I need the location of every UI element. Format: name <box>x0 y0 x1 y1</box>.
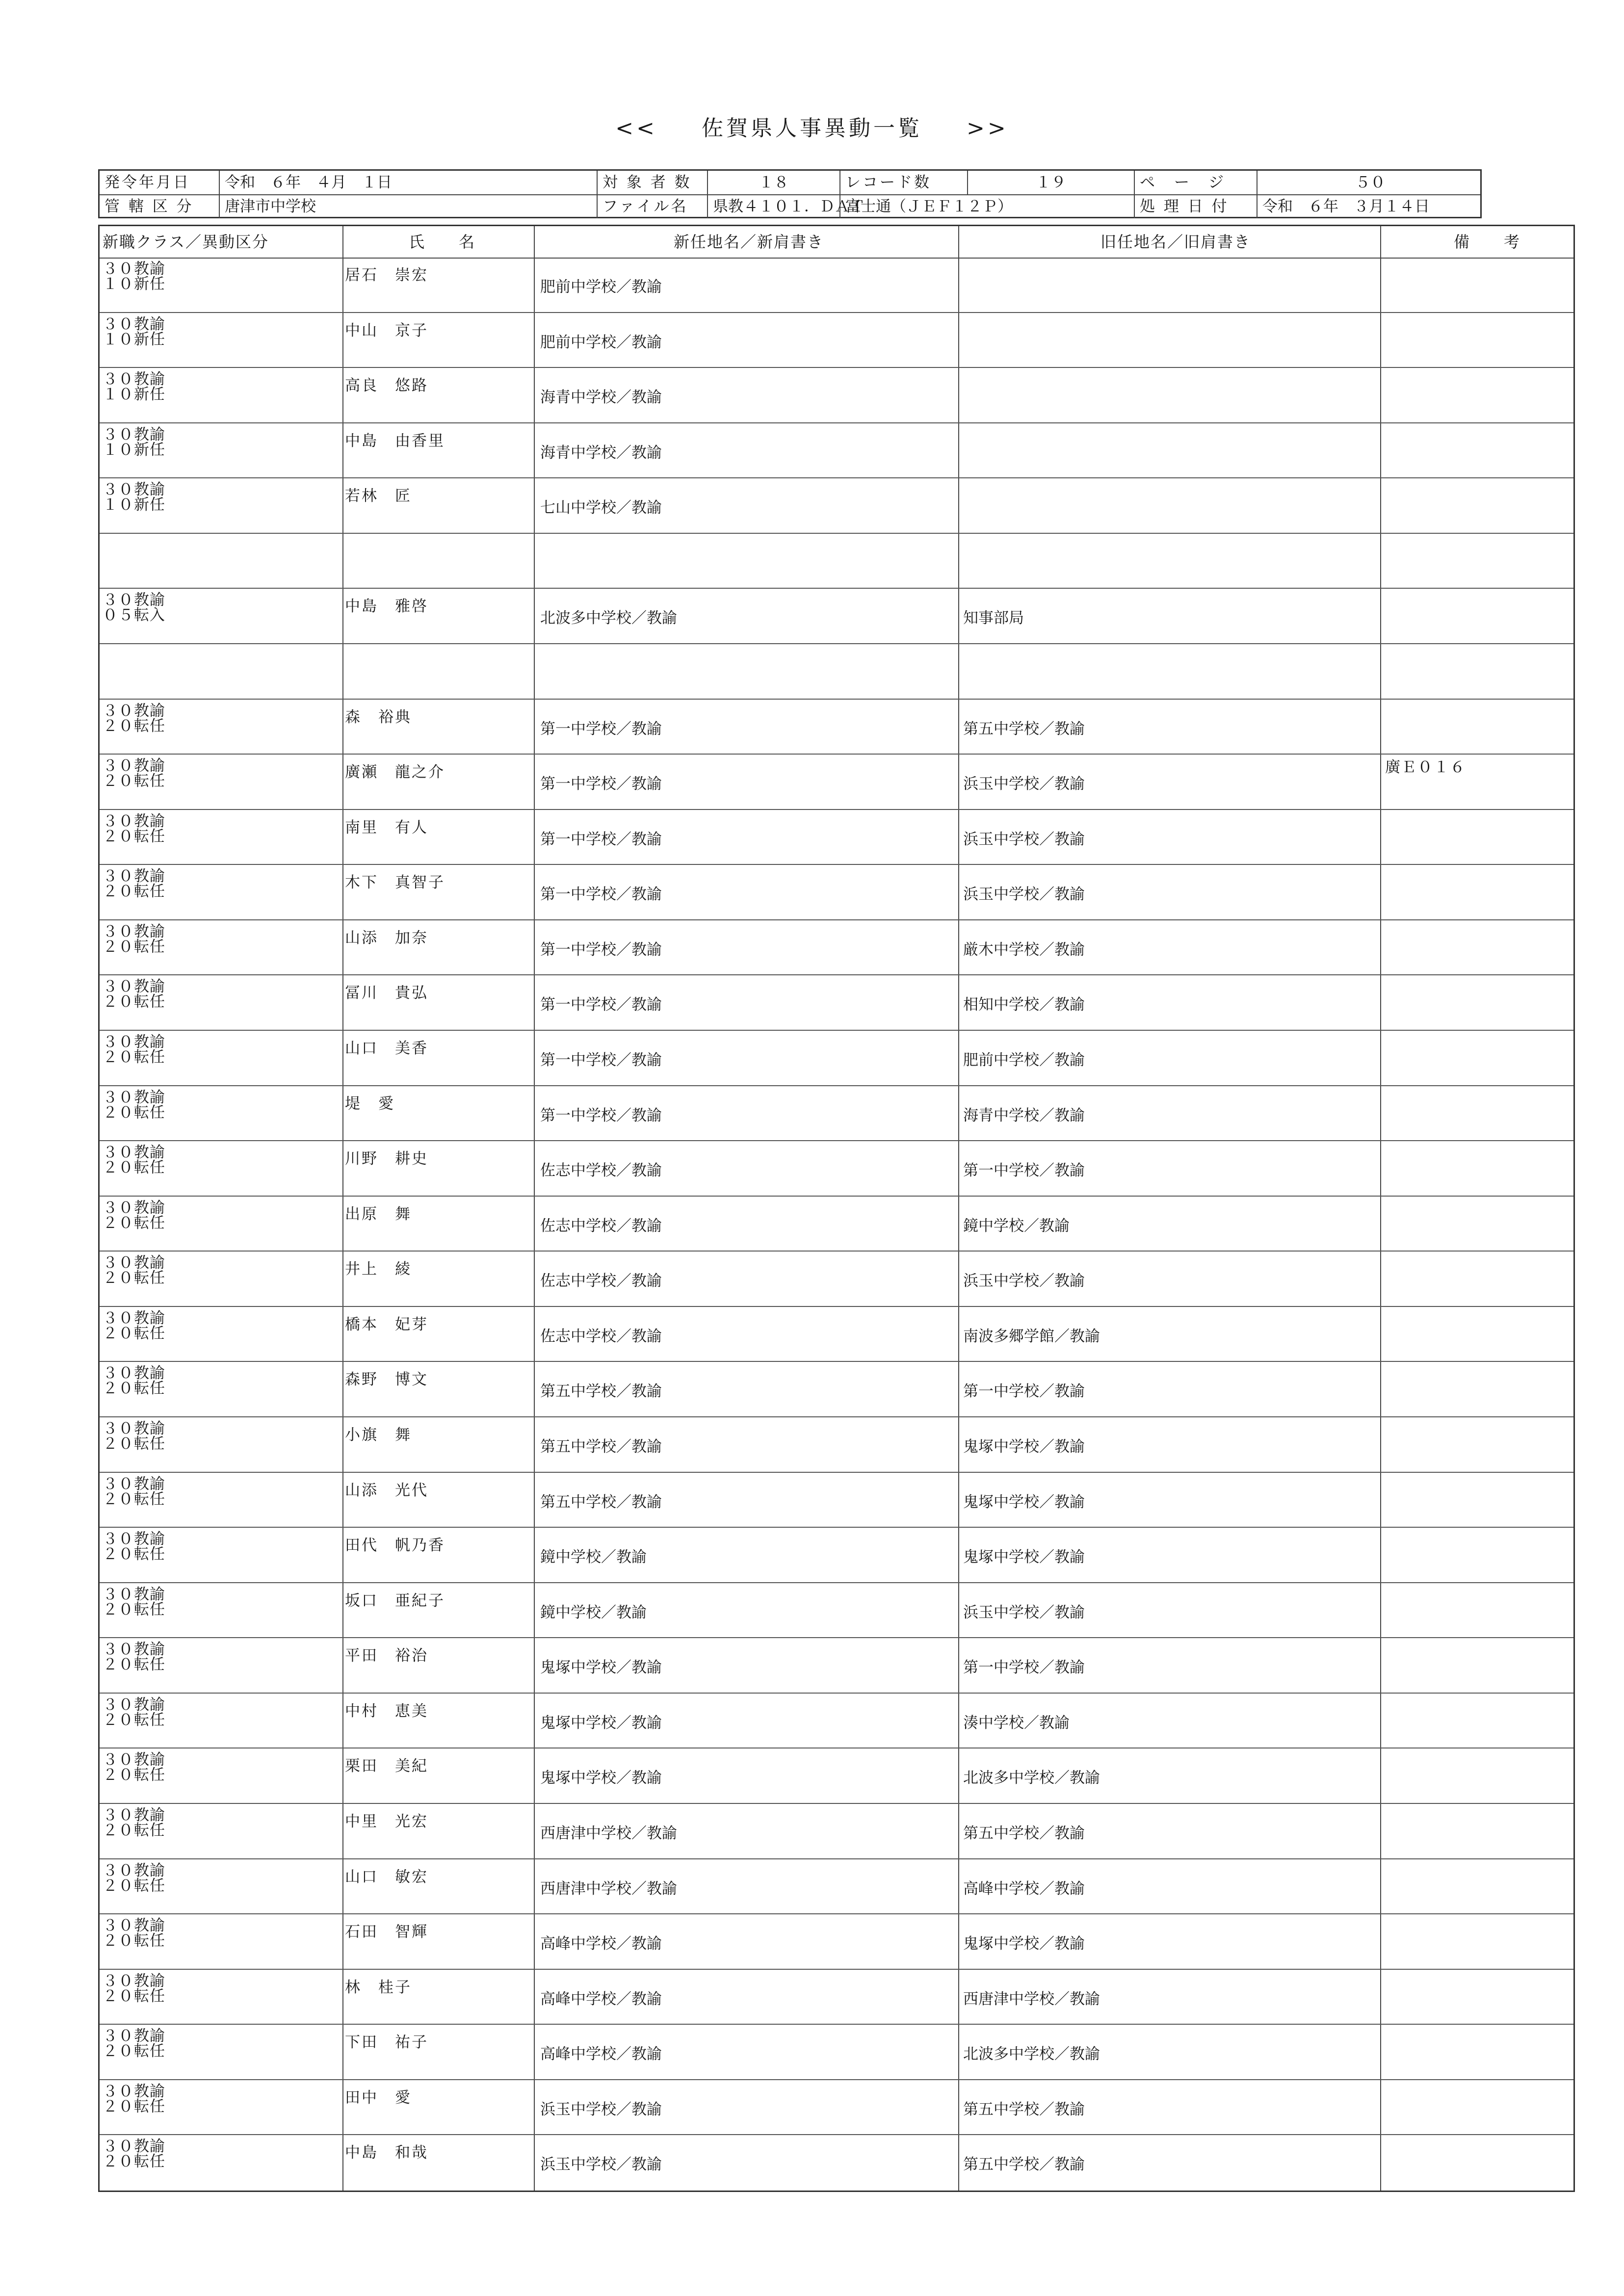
new-post: 第一中学校／教諭 <box>540 775 662 793</box>
class-cell <box>103 1808 165 1838</box>
person-name: 坂口 亜紀子 <box>345 1592 445 1610</box>
table-row <box>100 1086 1573 1142</box>
table-row <box>100 865 1573 920</box>
person-name: 廣瀬 龍之介 <box>345 763 445 782</box>
person-name: 山添 加奈 <box>345 929 428 947</box>
old-post: 第五中学校／教諭 <box>963 2100 1085 2118</box>
new-post: 佐志中学校／教諭 <box>540 1217 662 1235</box>
person-name: 居石 崇宏 <box>345 266 428 284</box>
column-header-new-post: 新任地名／新肩書き <box>674 233 824 251</box>
person-name: 森 裕典 <box>345 708 412 726</box>
page-value: ５０ <box>1355 174 1386 191</box>
transfer-type: ２０転任 <box>103 772 165 790</box>
transfer-type: ２０転任 <box>103 1103 165 1122</box>
class-cell <box>103 372 165 402</box>
position-class: ３０教諭 <box>103 1806 165 1824</box>
position-class: ３０教諭 <box>103 1309 165 1327</box>
position-class: ３０教諭 <box>103 1917 165 1935</box>
transfer-type: ２０転任 <box>103 1877 165 1895</box>
position-class: ３０教諭 <box>103 1144 165 1162</box>
transfer-table <box>98 225 1575 2192</box>
class-cell <box>103 869 165 899</box>
new-post: 高峰中学校／教諭 <box>540 1935 662 1953</box>
new-post: 肥前中学校／教諭 <box>540 333 662 351</box>
person-name: 高良 悠路 <box>345 377 428 395</box>
class-cell <box>103 1587 165 1618</box>
class-cell <box>103 1035 165 1065</box>
transfer-type: ２０転任 <box>103 1656 165 1674</box>
transfer-type: １０新任 <box>103 330 165 348</box>
transfer-type: ２０転任 <box>103 827 165 845</box>
position-class: ３０教諭 <box>103 867 165 886</box>
position-class: ３０教諭 <box>103 591 165 609</box>
old-post: 浜玉中学校／教諭 <box>963 886 1085 904</box>
class-cell <box>103 1974 165 2004</box>
person-name: 山口 敏宏 <box>345 1868 428 1886</box>
person-name: 山口 美香 <box>345 1040 428 1057</box>
class-cell <box>103 427 165 458</box>
transfer-type: ２０転任 <box>103 1159 165 1177</box>
transfer-type: １０新任 <box>103 386 165 404</box>
transfer-type: ２０転任 <box>103 1380 165 1398</box>
table-row <box>100 1638 1573 1694</box>
position-class: ３０教諭 <box>103 2138 165 2156</box>
transfer-type: ２０転任 <box>103 2153 165 2171</box>
position-class: ３０教諭 <box>103 1696 165 1714</box>
page-label: ペ ー ジ <box>1135 171 1257 194</box>
table-row <box>100 755 1573 810</box>
transfer-type: ２０転任 <box>103 1600 165 1618</box>
position-class: ３０教諭 <box>103 315 165 333</box>
position-class: ３０教諭 <box>103 260 165 278</box>
new-post: 肥前中学校／教諭 <box>540 278 662 296</box>
new-post: 海青中学校／教諭 <box>540 444 662 462</box>
table-row <box>100 1804 1573 1859</box>
class-cell <box>103 1477 165 1507</box>
transfer-type: １０新任 <box>103 441 165 459</box>
new-post: 北波多中学校／教諭 <box>540 609 677 627</box>
person-name: 中村 恵美 <box>345 1702 428 1720</box>
page-title <box>0 110 1624 142</box>
new-post: 鬼塚中学校／教諭 <box>540 1769 662 1787</box>
person-name: 田代 帆乃香 <box>345 1537 445 1555</box>
new-post: 鬼塚中学校／教諭 <box>540 1714 662 1732</box>
old-post: 西唐津中学校／教諭 <box>963 1990 1100 2008</box>
new-post: 鏡中学校／教諭 <box>540 1603 647 1621</box>
position-class: ３０教諭 <box>103 1585 165 1603</box>
record-count-label: レコード数 <box>840 171 968 194</box>
class-cell <box>103 317 165 347</box>
jurisdiction-label: 管 轄 区 分 <box>100 195 220 218</box>
new-post: 第一中学校／教諭 <box>540 996 662 1014</box>
position-class: ３０教諭 <box>103 425 165 444</box>
position-class: ３０教諭 <box>103 1972 165 1990</box>
new-post: 西唐津中学校／教諭 <box>540 1879 677 1898</box>
transfer-type: ２０転任 <box>103 1490 165 1508</box>
new-post: 鬼塚中学校／教諭 <box>540 1659 662 1677</box>
person-name: 井上 綾 <box>345 1260 412 1278</box>
position-class: ３０教諭 <box>103 2027 165 2045</box>
person-name: 小旗 舞 <box>345 1426 412 1444</box>
table-row <box>100 1748 1573 1804</box>
jurisdiction-value: 唐津市中学校 <box>220 195 598 218</box>
old-post: 第五中学校／教諭 <box>963 720 1085 738</box>
class-cell <box>103 1918 165 1949</box>
person-name: 川野 耕史 <box>345 1150 428 1168</box>
class-cell <box>103 593 165 623</box>
new-post: 佐志中学校／教諭 <box>540 1272 662 1290</box>
table-row <box>100 1914 1573 1970</box>
process-date-value: 令和 ６年 ３月１４日 <box>1262 198 1430 215</box>
position-class: ３０教諭 <box>103 812 165 830</box>
person-name: 木下 真智子 <box>345 874 445 892</box>
table-row <box>100 423 1573 479</box>
class-cell <box>103 1090 165 1121</box>
new-post: 浜玉中学校／教諭 <box>540 2156 662 2174</box>
person-name: 林 桂子 <box>345 1978 412 1996</box>
old-post: 北波多中学校／教諭 <box>963 2045 1100 2063</box>
table-row <box>100 1141 1573 1197</box>
old-post: 鬼塚中学校／教諭 <box>963 1935 1085 1953</box>
column-header-class: 新職クラス／異動区分 <box>103 233 269 251</box>
class-cell <box>103 1863 165 1894</box>
transfer-type: ２０転任 <box>103 883 165 901</box>
old-post: 知事部局 <box>963 609 1024 627</box>
position-class: ３０教諭 <box>103 2082 165 2100</box>
class-cell <box>103 1532 165 1562</box>
transfer-type: ２０転任 <box>103 1269 165 1287</box>
position-class: ３０教諭 <box>103 1641 165 1659</box>
class-cell <box>103 1642 165 1672</box>
person-name: 中島 和哉 <box>345 2144 428 2162</box>
header-row-1 <box>100 171 1480 195</box>
class-cell <box>103 979 165 1010</box>
table-row <box>100 1528 1573 1583</box>
position-class: ３０教諭 <box>103 1199 165 1217</box>
table-row <box>100 1031 1573 1086</box>
old-post: 鬼塚中学校／教諭 <box>963 1438 1085 1456</box>
position-class: ３０教諭 <box>103 481 165 499</box>
transfer-type: １０新任 <box>103 275 165 293</box>
person-name: 中里 光宏 <box>345 1813 428 1830</box>
person-name: 中山 京子 <box>345 321 428 339</box>
person-name: 中島 雅啓 <box>345 598 428 616</box>
class-cell <box>103 814 165 844</box>
person-name: 南里 有人 <box>345 818 428 836</box>
person-name: 山添 光代 <box>345 1481 428 1499</box>
position-class: ３０教諭 <box>103 1364 165 1383</box>
old-post: 浜玉中学校／教諭 <box>963 1272 1085 1290</box>
person-name: 森野 博文 <box>345 1371 428 1389</box>
old-post: 第五中学校／教諭 <box>963 1825 1085 1842</box>
class-cell <box>103 1255 165 1286</box>
table-row <box>100 1197 1573 1252</box>
position-class: ３０教諭 <box>103 1033 165 1051</box>
table-row <box>100 2080 1573 2136</box>
class-cell <box>103 1145 165 1175</box>
position-class: ３０教諭 <box>103 1861 165 1879</box>
table-row <box>100 589 1573 644</box>
old-post: 第一中学校／教諭 <box>963 1659 1085 1677</box>
position-class: ３０教諭 <box>103 1088 165 1106</box>
table-header-row <box>100 226 1573 259</box>
class-cell <box>103 704 165 734</box>
transfer-type: ２０転任 <box>103 1545 165 1564</box>
transfer-type: ０５転入 <box>103 606 165 625</box>
column-header-remarks: 備 考 <box>1454 233 1521 251</box>
class-cell <box>103 924 165 955</box>
new-post: 第一中学校／教諭 <box>540 886 662 904</box>
old-post: 鏡中学校／教諭 <box>963 1217 1070 1235</box>
new-post: 七山中学校／教諭 <box>540 499 662 517</box>
table-row <box>100 2025 1573 2080</box>
table-row <box>100 810 1573 865</box>
transfer-type: ２０転任 <box>103 1987 165 2005</box>
position-class: ３０教諭 <box>103 370 165 389</box>
transfer-type: ２０転任 <box>103 2042 165 2061</box>
transfer-type: ２０転任 <box>103 1932 165 1950</box>
transfer-type: ２０転任 <box>103 717 165 735</box>
person-name: 田中 愛 <box>345 2088 412 2107</box>
old-post: 浜玉中学校／教諭 <box>963 1603 1085 1621</box>
old-post: 湊中学校／教諭 <box>963 1714 1070 1732</box>
table-row <box>100 313 1573 368</box>
old-post: 鬼塚中学校／教諭 <box>963 1548 1085 1566</box>
new-post: 佐志中学校／教諭 <box>540 1162 662 1180</box>
old-post: 海青中学校／教諭 <box>963 1106 1085 1124</box>
new-post: 第五中学校／教諭 <box>540 1383 662 1401</box>
class-cell <box>103 758 165 789</box>
old-post: 南波多郷学館／教諭 <box>963 1327 1100 1345</box>
class-cell <box>103 1752 165 1783</box>
person-name: 出原 舞 <box>345 1205 412 1223</box>
old-post: 北波多中学校／教諭 <box>963 1769 1100 1787</box>
new-post: 第一中学校／教諭 <box>540 720 662 738</box>
table-row <box>100 1307 1573 1362</box>
old-post: 鬼塚中学校／教諭 <box>963 1493 1085 1511</box>
position-class: ３０教諭 <box>103 1475 165 1493</box>
transfer-type: ２０転任 <box>103 1435 165 1453</box>
old-post: 第一中学校／教諭 <box>963 1383 1085 1401</box>
class-cell <box>103 261 165 292</box>
person-name: 橋本 妃芽 <box>345 1315 428 1333</box>
target-count-value: １８ <box>708 171 840 194</box>
column-header-name: 氏 名 <box>409 233 476 251</box>
transfer-type: ２０転任 <box>103 1324 165 1342</box>
old-post: 肥前中学校／教諭 <box>963 1051 1085 1069</box>
class-cell <box>103 1311 165 1341</box>
title-open-bracket: << <box>615 116 657 141</box>
table-row <box>100 975 1573 1031</box>
transfer-type: ２０転任 <box>103 938 165 956</box>
person-name: 堤 愛 <box>345 1095 395 1113</box>
table-row <box>100 368 1573 423</box>
class-cell <box>103 482 165 513</box>
transfer-type: １０新任 <box>103 496 165 514</box>
new-post: 第一中学校／教諭 <box>540 830 662 848</box>
table-row <box>100 1362 1573 1417</box>
position-class: ３０教諭 <box>103 1530 165 1548</box>
transfer-type: ２０転任 <box>103 2097 165 2115</box>
new-post: 第五中学校／教諭 <box>540 1438 662 1456</box>
position-class: ３０教諭 <box>103 922 165 940</box>
transfer-type: ２０転任 <box>103 1214 165 1232</box>
position-class: ３０教諭 <box>103 757 165 775</box>
transfer-type: ２０転任 <box>103 1822 165 1839</box>
new-post: 西唐津中学校／教諭 <box>540 1825 677 1842</box>
table-row <box>100 920 1573 976</box>
old-post: 第一中学校／教諭 <box>963 1162 1085 1180</box>
issue-date-label: 発令年月日 <box>100 171 220 194</box>
table-row <box>100 478 1573 534</box>
class-cell <box>103 1697 165 1728</box>
table-row <box>100 700 1573 755</box>
file-name-value: 県教４１０１．ＤＡＴ <box>708 195 840 218</box>
new-post: 高峰中学校／教諭 <box>540 1990 662 2008</box>
class-cell <box>103 2029 165 2059</box>
table-row <box>100 1473 1573 1528</box>
old-post: 高峰中学校／教諭 <box>963 1879 1085 1898</box>
remarks: 廣Ｅ０１６ <box>1385 758 1466 777</box>
person-name: 中島 由香里 <box>345 432 445 450</box>
table-row <box>100 1583 1573 1639</box>
new-post: 高峰中学校／教諭 <box>540 2045 662 2063</box>
new-post: 佐志中学校／教諭 <box>540 1327 662 1345</box>
new-post: 第一中学校／教諭 <box>540 1106 662 1124</box>
position-class: ３０教諭 <box>103 702 165 720</box>
person-name: 下田 祐子 <box>345 2034 428 2052</box>
person-name: 石田 智輝 <box>345 1923 428 1941</box>
table-row <box>100 1970 1573 2025</box>
table-row <box>100 258 1573 313</box>
transfer-type: ２０転任 <box>103 1766 165 1784</box>
position-class: ３０教諭 <box>103 1751 165 1769</box>
new-post: 海青中学校／教諭 <box>540 389 662 407</box>
target-count-label: 対 象 者 数 <box>598 171 708 194</box>
person-name: 栗田 美紀 <box>345 1757 428 1775</box>
transfer-type: ２０転任 <box>103 993 165 1011</box>
title-close-bracket: >> <box>967 116 1009 141</box>
table-row <box>100 1417 1573 1473</box>
new-post: 鏡中学校／教諭 <box>540 1548 647 1566</box>
process-date-label: 処 理 日 付 <box>1135 195 1257 218</box>
old-post: 浜玉中学校／教諭 <box>963 830 1085 848</box>
person-name: 若林 匠 <box>345 487 412 505</box>
position-class: ３０教諭 <box>103 978 165 996</box>
new-post: 第一中学校／教諭 <box>540 1051 662 1069</box>
old-post: 厳木中学校／教諭 <box>963 940 1085 959</box>
issue-date-value: 令和 ６年 ４月 １日 <box>220 171 598 194</box>
transfer-type: ２０転任 <box>103 1048 165 1066</box>
table-row <box>100 2135 1573 2191</box>
table-row <box>100 1859 1573 1915</box>
old-post: 相知中学校／教諭 <box>963 996 1085 1014</box>
position-class: ３０教諭 <box>103 1420 165 1437</box>
transfer-type: ２０転任 <box>103 1711 165 1729</box>
table-row <box>100 1252 1573 1307</box>
new-post: 浜玉中学校／教諭 <box>540 2100 662 2118</box>
class-cell <box>103 1421 165 1452</box>
new-post: 第一中学校／教諭 <box>540 940 662 959</box>
column-header-old-post: 旧任地名／旧肩書き <box>1100 233 1251 251</box>
class-cell <box>103 2139 165 2169</box>
old-post: 第五中学校／教諭 <box>963 2156 1085 2174</box>
class-cell <box>103 1200 165 1231</box>
system-value: 富士通（ＪＥＦ１２Ｐ） <box>840 195 1135 218</box>
old-post: 浜玉中学校／教諭 <box>963 775 1085 793</box>
new-post: 第五中学校／教諭 <box>540 1493 662 1511</box>
class-cell <box>103 1366 165 1396</box>
record-count-value: １９ <box>968 171 1135 194</box>
title-text: 佐賀県人事異動一覧 <box>702 116 922 141</box>
file-name-label: ファイル名 <box>598 195 708 218</box>
person-name: 平田 裕治 <box>345 1647 428 1665</box>
class-cell <box>103 2084 165 2114</box>
table-row <box>100 1694 1573 1749</box>
table-row <box>100 534 1573 589</box>
position-class: ３０教諭 <box>103 1254 165 1272</box>
header-row-2 <box>100 195 1480 218</box>
person-name: 冨川 貴弘 <box>345 984 428 1002</box>
header-info-table <box>98 169 1482 218</box>
table-row <box>100 644 1573 700</box>
